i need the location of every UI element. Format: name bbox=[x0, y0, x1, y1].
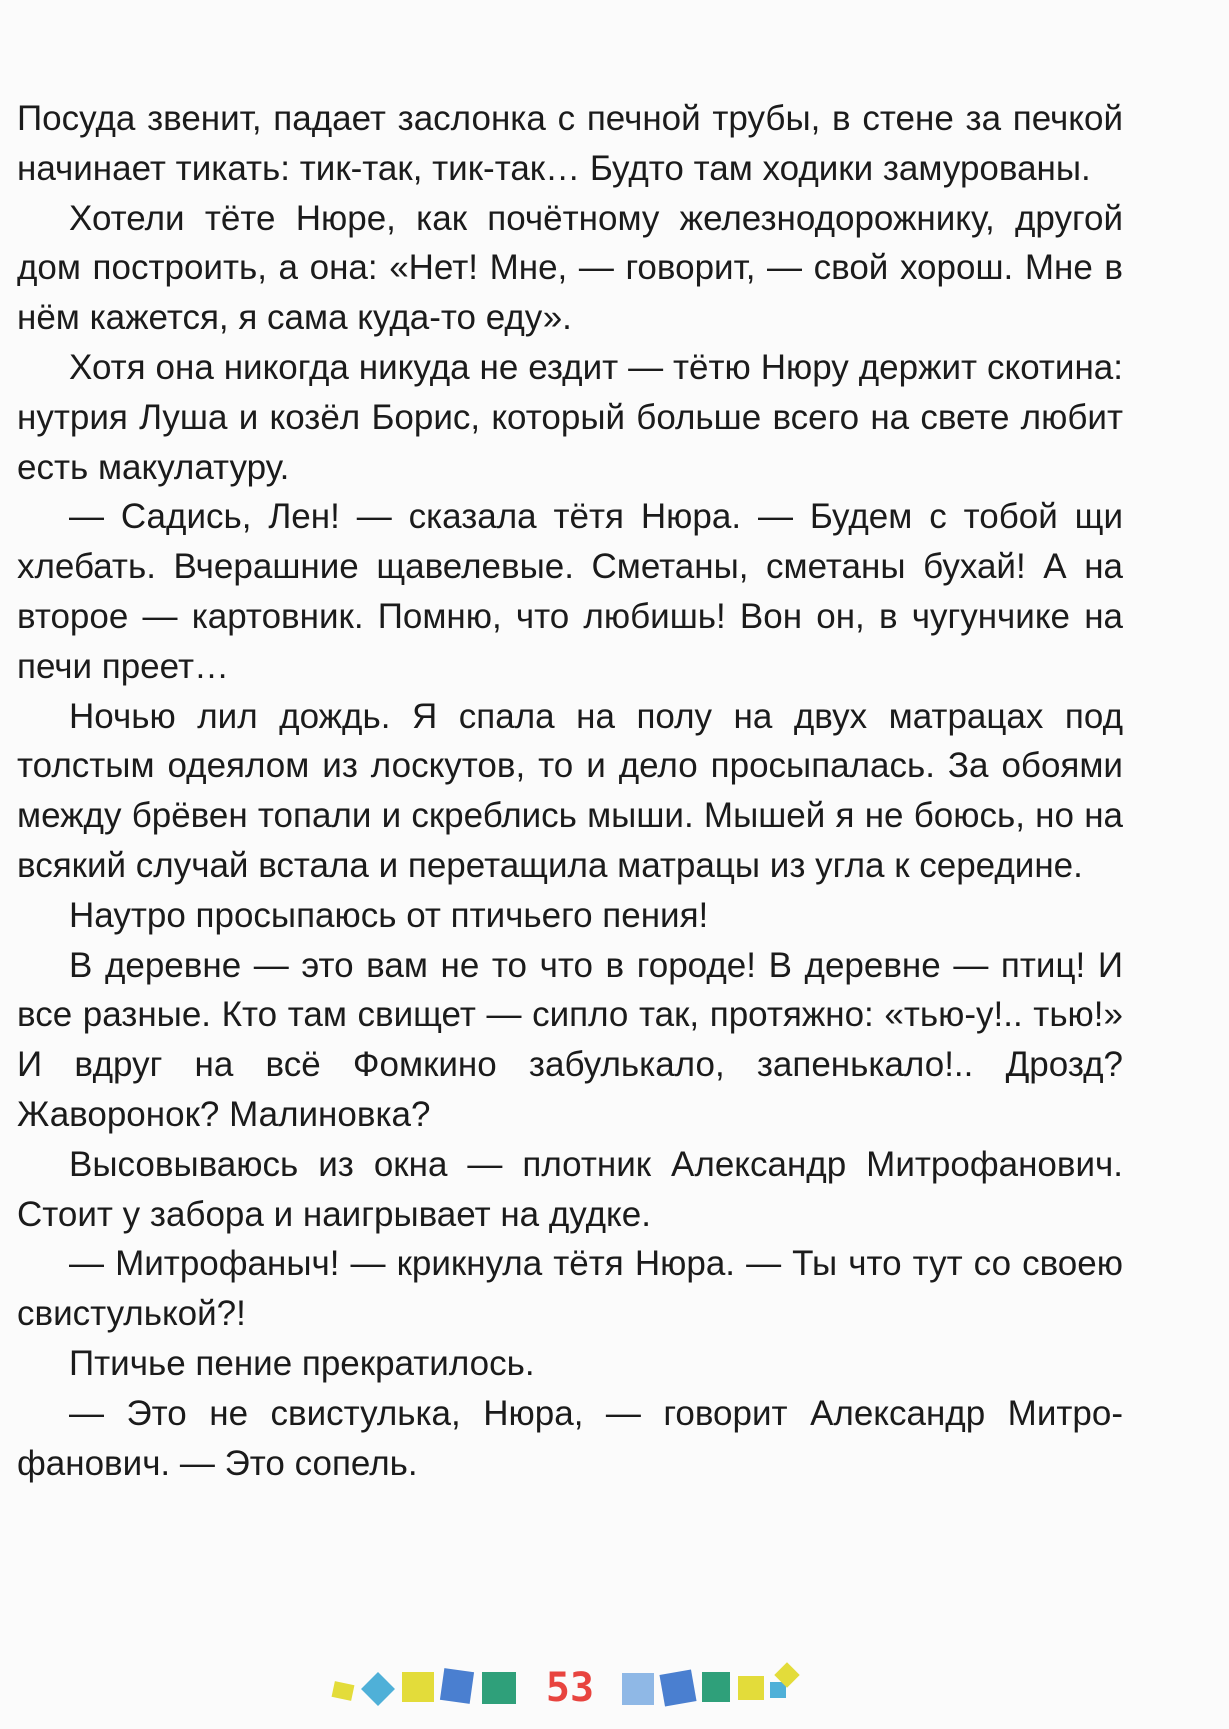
paragraph: Птичье пение прекратилось. bbox=[69, 1343, 535, 1383]
paragraph: — Это не свистулька, Нюра, — говорит Александр Митрофанович. — Это сопель. bbox=[17, 1393, 1123, 1483]
body-text bbox=[17, 94, 1123, 1488]
paragraph: Хотя она никогда никуда не ездит — тётю Нюру держит скотина: нутрия Луша и козёл Борис, который больше всего на свете любит есть макулатуру. bbox=[17, 347, 1123, 487]
paragraph: Посуда звенит, падает заслонка с печной трубы, в стене за печкой начинает тикать: тик-так, тик-так… Будто там ходики замурованы. bbox=[17, 99, 1123, 188]
decor-square-green bbox=[702, 1672, 730, 1702]
page-footer-ornament-right bbox=[0, 1660, 1229, 1720]
decor-square-yellow bbox=[738, 1676, 764, 1700]
paragraph: Ночью лил дождь. Я спала на полу на двух матрацах под толстым одеялом из лоскутов, то и дело просыпалась. За обоями между брёвен топали и скреблись мыши. Мышей я не боюсь, но на всякий случай встала и перетащила матрацы из угла к середине. bbox=[17, 696, 1123, 885]
paragraph: Хотели тёте Нюре, как почётному железнодорожнику, другой дом построить, а она: «Нет! Мне, — говорит, — свой хорош. Мне в нём кажется, я сама куда-то еду». bbox=[17, 198, 1123, 338]
decor-square-light-blue bbox=[622, 1673, 654, 1705]
paragraph: Наутро просыпаюсь от птичьего пения! bbox=[69, 895, 709, 935]
paragraph: В деревне — это вам не то что в городе! В деревне — птиц! И все разные. Кто там свищет — сипло так, протяжно: «тью-у!.. тью!» И вдруг на всё Фомкино забулькало, запенькало!.. Дрозд? Жаворонок? Малиновка? bbox=[17, 945, 1123, 1134]
paragraph: Высовываюсь из окна — плотник Александр Митрофанович. Стоит у забора и наигрывает на дудке. bbox=[17, 1144, 1123, 1234]
decor-square-blue bbox=[659, 1669, 696, 1706]
paragraph: — Садись, Лен! — сказала тётя Нюра. — Будем с тобой щи хлебать. Вчерашние щавелевые. Сметаны, сметаны бухай! А на второе — картовник. Помню, что любишь! Вон он, в чугунчике на печи преет… bbox=[17, 497, 1123, 686]
page-number: 53 bbox=[545, 1665, 595, 1711]
paragraph: — Митрофаныч! — крикнула тётя Нюра. — Ты что тут со своею свистулькой?! bbox=[17, 1244, 1123, 1334]
